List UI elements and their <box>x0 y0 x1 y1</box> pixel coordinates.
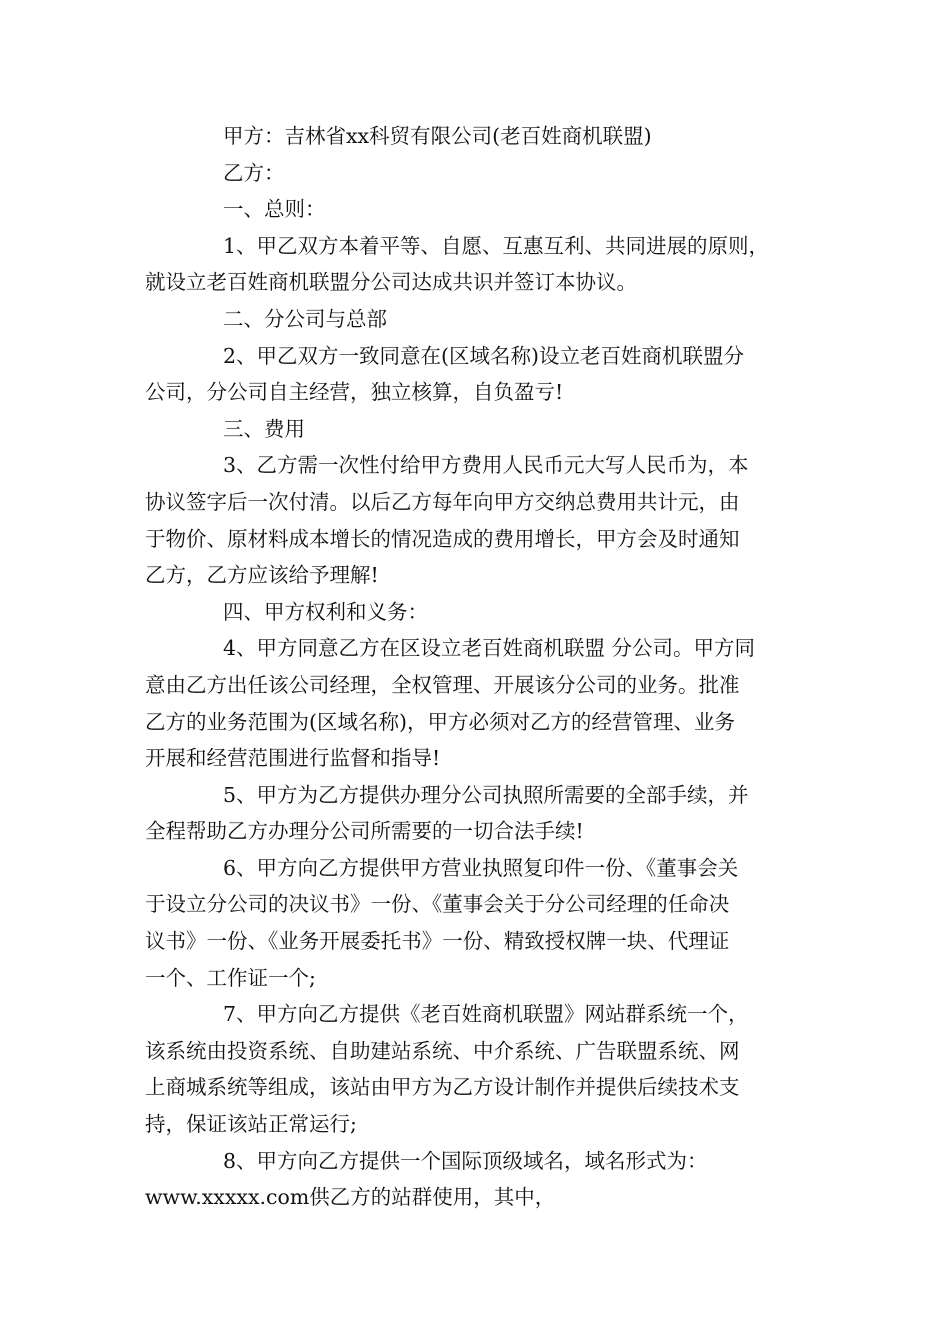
paragraph <box>145 447 805 593</box>
paragraph <box>145 228 805 301</box>
text-line: 乙方的业务范围为(区域名称)，甲方必须对乙方的经营管理、业务 <box>145 709 735 734</box>
text-line: 5、甲方为乙方提供办理分公司执照所需要的全部手续，并 <box>223 782 749 807</box>
text-line: 就设立老百姓商机联盟分公司达成共识并签订本协议。 <box>145 270 637 295</box>
text-line: 于物价、原材料成本增长的情况造成的费用增长，甲方会及时通知 <box>145 526 740 551</box>
contract-document <box>145 118 805 1216</box>
paragraph <box>145 191 805 228</box>
text-line: 于设立分公司的决议书》一份、《董事会关于分公司经理的任命决 <box>145 892 730 917</box>
text-line: 一个、工作证一个; <box>145 965 316 990</box>
text-line: 1、甲乙双方本着平等、自愿、互惠互利、共同进展的原则， <box>223 233 770 258</box>
text-line: 8、甲方向乙方提供一个国际顶级域名，域名形式为： <box>223 1148 708 1173</box>
text-line: www.xxxxx.com供乙方的站群使用，其中， <box>145 1185 556 1210</box>
text-line: 意由乙方出任该公司经理，全权管理、开展该分公司的业务。批准 <box>145 672 740 697</box>
paragraph <box>145 338 805 411</box>
text-line: 全程帮助乙方办理分公司所需要的一切合法手续! <box>145 819 584 844</box>
paragraph <box>145 155 805 192</box>
paragraph <box>145 594 805 631</box>
text-line: 6、甲方向乙方提供甲方营业执照复印件一份、《董事会关 <box>223 855 739 880</box>
paragraph <box>145 996 805 1142</box>
text-line: 2、甲乙双方一致同意在(区域名称)设立老百姓商机联盟分 <box>223 343 745 368</box>
text-line: 一、总则： <box>223 197 326 222</box>
text-line: 持，保证该站正常运行; <box>145 1112 357 1137</box>
text-line: 公司，分公司自主经营，独立核算，自负盈亏! <box>145 380 564 405</box>
paragraph <box>145 301 805 338</box>
paragraph <box>145 850 805 996</box>
paragraph <box>145 411 805 448</box>
text-line: 3、乙方需一次性付给甲方费用人民币元大写人民币为，本 <box>223 453 749 478</box>
text-line: 二、分公司与总部 <box>223 306 387 331</box>
text-line: 协议签字后一次付清。以后乙方每年向甲方交纳总费用共计元，由 <box>145 489 740 514</box>
paragraph <box>145 1143 805 1216</box>
text-line: 三、费用 <box>223 416 305 441</box>
text-line: 乙方，乙方应该给予理解! <box>145 563 379 588</box>
paragraph <box>145 630 805 776</box>
text-line: 7、甲方向乙方提供《老百姓商机联盟》网站群系统一个， <box>223 1002 749 1027</box>
text-line: 开展和经营范围进行监督和指导! <box>145 746 441 771</box>
text-line: 4、甲方同意乙方在区设立老百姓商机联盟 分公司。甲方同 <box>223 636 756 661</box>
text-line: 甲方：吉林省xx科贸有限公司(老百姓商机联盟) <box>223 124 652 148</box>
text-line: 乙方： <box>223 160 285 185</box>
text-line: 四、甲方权利和义务： <box>223 599 428 624</box>
paragraph <box>145 777 805 850</box>
text-line: 该系统由投资系统、自助建站系统、中介系统、广告联盟系统、网 <box>145 1038 740 1063</box>
text-line: 上商城系统等组成，该站由甲方为乙方设计制作并提供后续技术支 <box>145 1075 740 1100</box>
text-line: 议书》一份、《业务开展委托书》一份、精致授权牌一块、代理证 <box>145 929 730 954</box>
paragraph <box>145 118 805 155</box>
